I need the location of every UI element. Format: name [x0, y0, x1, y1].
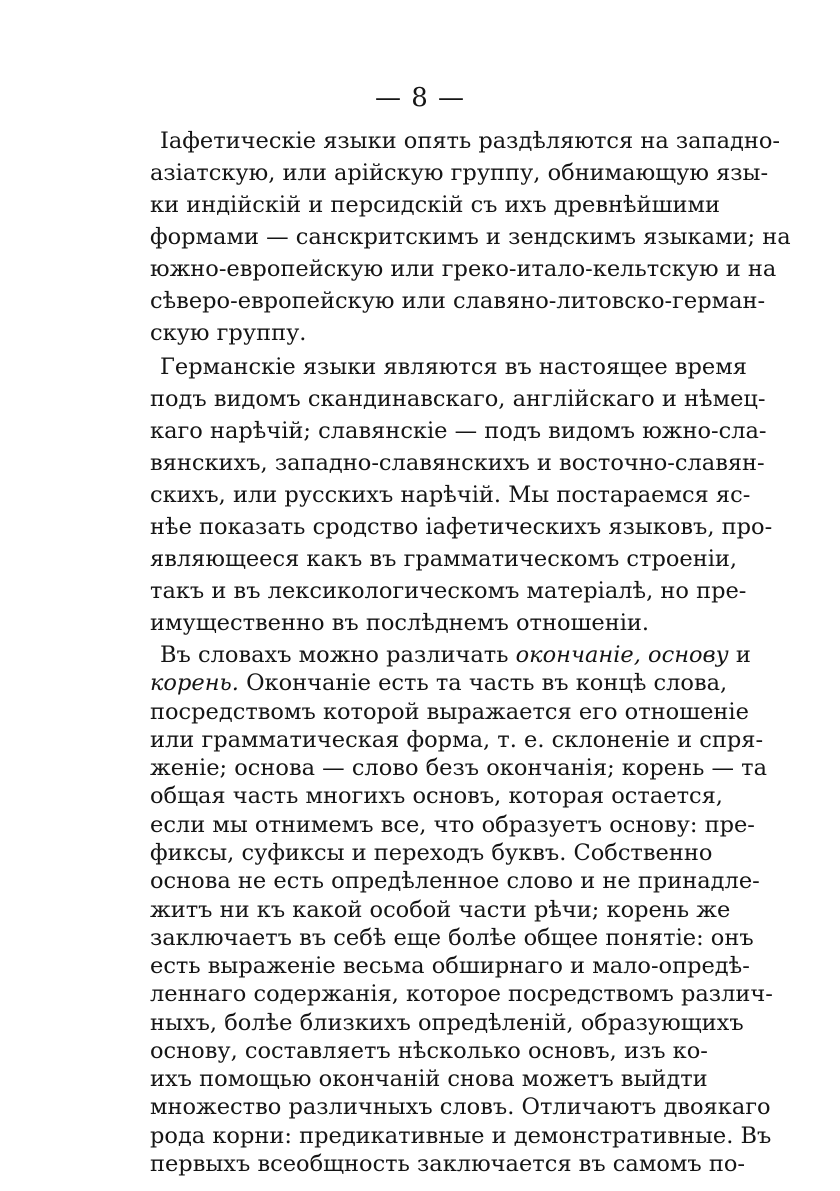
paragraph-3-line-5: женiе; основа — слово безъ окончанiя; корень — та [150, 755, 768, 782]
italic-term-osnova: основу [648, 642, 729, 668]
paragraph-3-line-4: или грамматическая форма, т. е. склоненiе и спря- [150, 726, 764, 753]
paragraph-3-line-9: основа не есть опредѣленное слово и не принадле- [150, 868, 760, 895]
paragraph-1-line-4: формами — санскритскимъ и зендскимъ языками; на [150, 224, 791, 250]
italic-term-koren: корень. [150, 670, 239, 697]
paragraph-3-line-17: множество различныхъ словъ. Отличаютъ двоякаго [150, 1094, 771, 1121]
paragraph-3-line-12: есть выраженiе весьма обширнаго и мало-опредѣ- [150, 953, 750, 980]
paragraph-3-line-6: общая часть многихъ основъ, которая остается, [150, 783, 723, 810]
paragraph-2-line-3: каго нарѣчiй; славянскiе — подъ видомъ южно-сла- [150, 418, 767, 444]
text-run: Въ словахъ можно различать [160, 642, 516, 668]
paragraph-3-line-18: рода корни: предикативные и демонстративные. Въ [150, 1122, 772, 1149]
page-number: — 8 — [374, 83, 466, 113]
paragraph-3-line-1 [160, 641, 751, 669]
paragraph-1-line-3: ки индiйскiй и персидскiй съ ихъ древнѣйшими [150, 192, 721, 218]
text-run [641, 642, 648, 668]
paragraph-2-line-2: подъ видомъ скандинавскаго, англiйскаго и нѣмец- [150, 386, 766, 412]
text-run: Окончанiе есть та часть въ концѣ слова, [238, 670, 728, 697]
paragraph-1-line-6: сѣверо-европейскую или славяно-литовско-герман- [150, 288, 766, 314]
paragraph-2-line-4: вянскихъ, западно-славянскихъ и восточно-славян- [150, 450, 765, 476]
paragraph-3-line-7: если мы отнимемъ все, что образуетъ основу: пре- [150, 811, 755, 838]
paragraph-1-line-1: Iафетическiе языки опять раздѣляются на западно- [160, 128, 781, 154]
paragraph-1-line-2: азiатскую, или арiйскую группу, обнимающую язы- [150, 160, 769, 186]
paragraph-2-line-5: скихъ, или русскихъ нарѣчiй. Мы постараемся яс- [150, 482, 751, 508]
text-run: и [728, 642, 751, 668]
paragraph-2-line-6: нѣе показать сродство iафетическихъ языковъ, про- [150, 514, 773, 540]
paragraph-3-line-11: заключаетъ въ себѣ еще болѣе общее понятiе: онъ [150, 924, 754, 951]
paragraph-2-line-7: являющееся какъ въ грамматическомъ строенiи, [150, 546, 738, 572]
paragraph-3-line-14: ныхъ, болѣе близкихъ опредѣленiй, образующихъ [150, 1009, 744, 1036]
paragraph-3-line-15: основу, составляетъ нѣсколько основъ, изъ ко- [150, 1037, 708, 1064]
paragraph-2-line-9: имущественно въ послѣднемъ отношенiи. [150, 610, 650, 636]
paragraph-3-line-10: житъ ни къ какой особой части рѣчи; корень же [150, 896, 731, 923]
paragraph-2-line-8: такъ и въ лексикологическомъ матерiалѣ, но пре- [150, 578, 747, 604]
paragraph-1-line-7: скую группу. [150, 320, 307, 346]
paragraph-3-line-13: леннаго содержанiя, которое посредствомъ различ- [150, 981, 773, 1008]
paragraph-3-line-2 [150, 669, 728, 697]
paragraph-3-line-8: фиксы, суфиксы и переходъ буквъ. Собственно [150, 839, 713, 866]
paragraph-3-line-3: посредствомъ которой выражается его отношенiе [150, 698, 749, 725]
paragraph-3-line-19: первыхъ всеобщность заключается въ самомъ по- [150, 1151, 745, 1177]
paragraph-3-line-16: ихъ помощью окончанiй снова можетъ выйдти [150, 1066, 708, 1093]
italic-term-okonchanie: окончанiе, [515, 642, 641, 668]
paragraph-2-line-1: Германскiе языки являются въ настоящее время [160, 354, 747, 380]
paragraph-1-line-5: южно-европейскую или греко-итало-кельтскую и на [150, 256, 777, 282]
